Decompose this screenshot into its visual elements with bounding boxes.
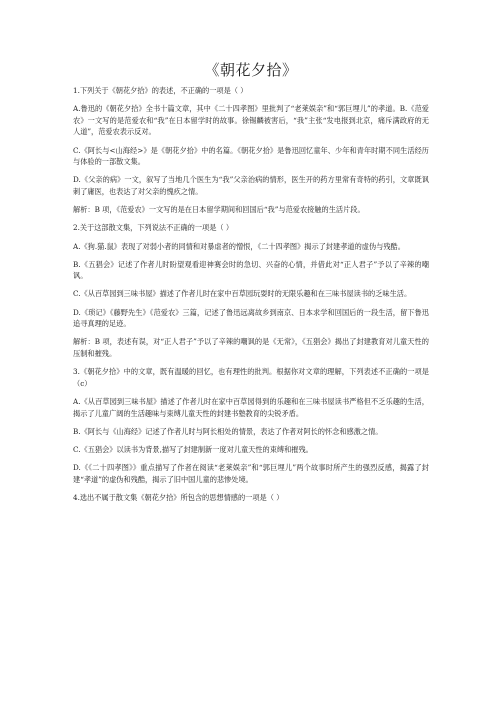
question-2-option-d: D.《琐记》《藤野先生》《范爱农》三篇，记述了鲁迅远离故乡到南京、日本求学和回国后的一段生活，留下鲁迅追寻真理的足迹。 bbox=[73, 307, 429, 329]
document-title: 《朝花夕拾》 bbox=[204, 61, 298, 79]
question-4-stem: 4.选出不属于散文集《朝花夕拾》所包含的思想情感的一项是（ ） bbox=[73, 492, 284, 502]
question-2-option-a: A.《狗.猫.鼠》表现了对弱小者的同情和对暴虐者的憎恨，《二十四孝图》揭示了封建孝道的虚伪与残酷。 bbox=[73, 241, 405, 251]
question-1-analysis: 解析：B 项，《范爱农》一文写的是在日本留学期间和回国后“我”与范爱农接触的生活片段。 bbox=[73, 205, 365, 215]
question-2-stem: 2.关于这部散文集，下列说法不正确的一项是（ ） bbox=[73, 223, 234, 233]
question-1-option-a-b: A.鲁迅的《朝花夕拾》全书十篇文章，其中《二十四孝图》里批判了“老莱娱亲”和“郭巨埋儿”的孝道。B.《范爱农》一文写的是范爱农和“我”在日本留学时的故事。徐锡麟被害后，“我”主张“发电报到北京，痛斥满政府的无人道”，范爱农表示反对。 bbox=[73, 104, 429, 137]
question-3-option-c: C.《五猖会》以读书为背景,描写了封建制新一度对儿童天性的束缚和摧残。 bbox=[73, 444, 313, 454]
question-1-option-c: C.《阿长与<山海经>》是《朝花夕拾》中的名篇。《朝花夕拾》是鲁迅回忆童年、少年和青年时期不同生活经历与体验的一部散文集。 bbox=[73, 145, 429, 167]
question-1-stem: 1.下列关于《朝花夕拾》的表述，不正确的一项是（ ） bbox=[73, 86, 248, 95]
question-3-stem: 3.《朝花夕拾》中的文章，既有温暖的回忆，也有理性的批判。根据你对文章的理解，下列表述不正确的一项是（c） bbox=[73, 367, 429, 388]
document-page bbox=[73, 60, 429, 510]
question-1-option-d: D.《父亲的病》一文，叙写了当地几个医生为“我”父亲治病的情形，医生开的药方里常有奇特的药引，文章既讽刺了庸医，也表达了对父亲的愧疚之情。 bbox=[73, 175, 429, 196]
question-3-option-a: A.《从百草园到三味书屋》描述了作者儿时在家中百草园得到的乐趣和在三味书屋读书严格但不乏乐趣的生活，揭示了儿童广阔的生活趣味与束缚儿童天性的封建书塾教育的尖锐矛盾。 bbox=[73, 397, 429, 418]
question-3-option-b: B.《阿长与《山海经》记述了作者儿时与阿长相处的情景，表达了作者对阿长的怀念和感激之情。 bbox=[73, 426, 383, 436]
question-2-option-b: B.《五猖会》记述了作者儿时盼望观看迎神赛会时的急切、兴奋的心情，并借此对“正人君子”予以了辛辣的嘲讽。 bbox=[73, 259, 429, 281]
question-3-option-d: D.《《二十四孝图》》重点描写了作者在阅读“老莱娱亲”和“郭巨埋儿”两个故事时所产生的强烈反感，揭露了封建“孝道”的虚伪和残酷，揭示了旧中国儿童的悲惨处境。 bbox=[73, 463, 429, 484]
question-2-analysis: 解析：B 项，表述有误，对“正人君子”予以了辛辣的嘲讽的是《无常》，《五猖会》揭出了封建教育对儿童天性的压制和摧残。 bbox=[73, 337, 429, 359]
question-2-option-c: C.《从百草园到三味书屋》描述了作者儿时在家中百草园玩耍时的无限乐趣和在三味书屋读书的乏味生活。 bbox=[73, 289, 412, 299]
